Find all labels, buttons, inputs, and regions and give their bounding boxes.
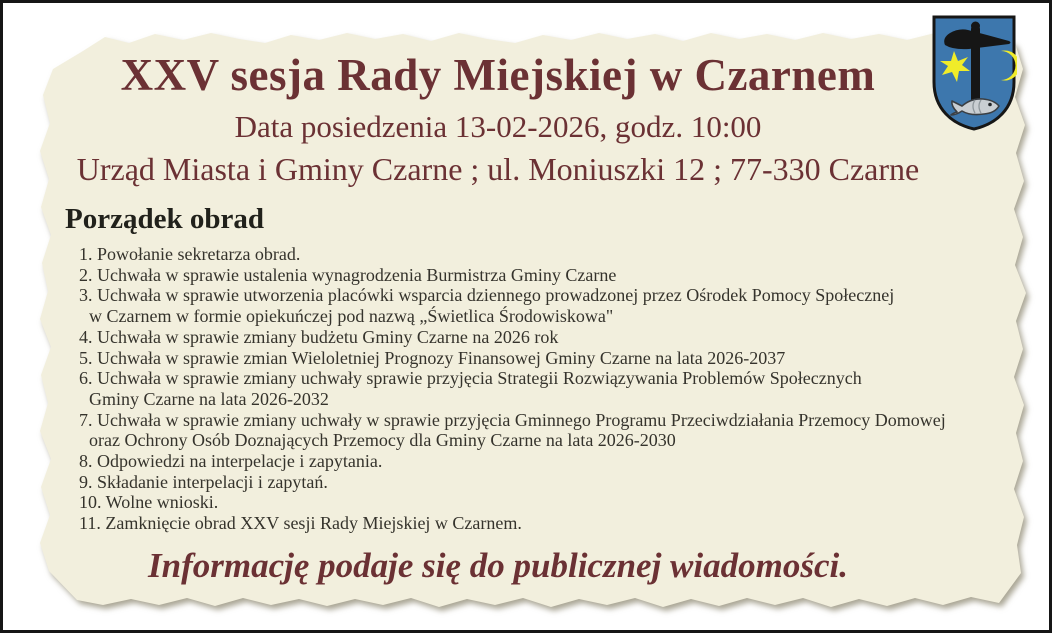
agenda-line: 10. Wolne wnioski. <box>79 492 219 513</box>
agenda-line: oraz Ochrony Osób Doznających Przemocy dla Gminy Czarne na lata 2026-2030 <box>89 430 676 451</box>
agenda-line: 9. Składanie interpelacji i zapytań. <box>79 471 328 492</box>
session-date-line: Data posiedzenia 13-02-2026, godz. 10:00 <box>234 109 762 144</box>
agenda-line: 6. Uchwała w sprawie zmiany uchwały sprawie przyjęcia Strategii Rozwiązywania Problemów Społecznych <box>79 368 862 389</box>
agenda-line: w Czarnem w formie opiekuńczej pod nazwą „Świetlica Środowiskowa" <box>89 306 614 327</box>
agenda-line: 7. Uchwała w sprawie zmiany uchwały w sprawie przyjęcia Gminnego Programu Przeciwdziałania Przemocy Domowej <box>79 409 946 430</box>
agenda-line: 1. Powołanie sekretarza obrad. <box>79 244 301 264</box>
public-notice-footer: Informację podaje się do publicznej wiadomości. <box>148 546 848 585</box>
coat-of-arms-icon <box>931 14 1017 132</box>
agenda-line: 2. Uchwała w sprawie ustalenia wynagrodzenia Burmistrza Gminy Czarne <box>79 264 617 285</box>
agenda-line: 11. Zamknięcie obrad XXV sesji Rady Miejskiej w Czarnem. <box>79 513 522 534</box>
agenda-line: 5. Uchwała w sprawie zmian Wieloletniej Prognozy Finansowej Gminy Czarne na lata 2026-2037 <box>79 347 786 368</box>
agenda-line: 8. Odpowiedzi na interpelacje i zapytania. <box>79 451 383 472</box>
page-title: XXV sesja Rady Miejskiej w Czarnem <box>120 50 876 100</box>
agenda-line: 3. Uchwała w sprawie utworzenia placówki wsparcia dziennego prowadzonej przez Ośrodek Pomocy Społecznej <box>79 285 895 306</box>
agenda-heading: Porządek obrad <box>65 203 264 235</box>
agenda-line: Gminy Czarne na lata 2026-2032 <box>89 388 329 409</box>
agenda-line: 4. Uchwała w sprawie zmiany budżetu Gminy Czarne na 2026 rok <box>79 326 559 347</box>
venue-address-line: Urząd Miasta i Gminy Czarne ; ul. Moniuszki 12 ; 77-330 Czarne <box>76 151 920 187</box>
agenda-list <box>79 244 1009 534</box>
